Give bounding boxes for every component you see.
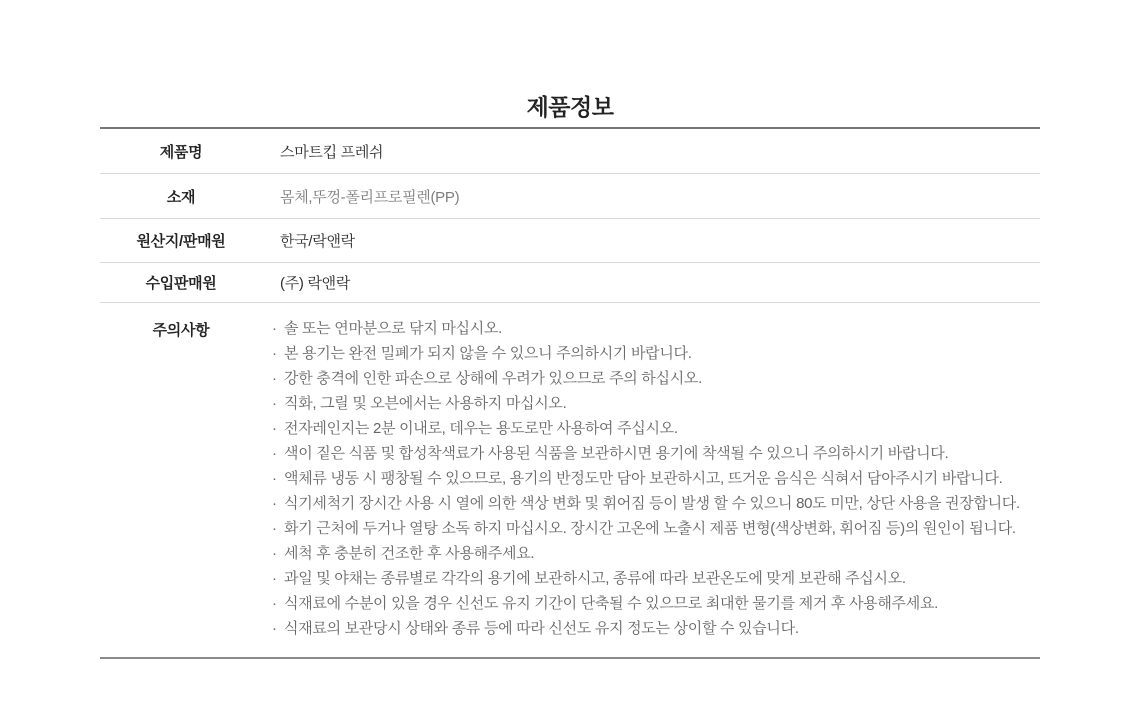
row-value-origin-seller: 한국/락앤락	[280, 233, 355, 250]
caution-text: 과일 및 야채는 종류별로 각각의 용기에 보관하시고, 종류에 따라 보관온도에 맞게 보관해 주십시오.	[284, 570, 906, 587]
bullet-icon: ·	[272, 320, 277, 337]
table-row-origin-seller	[100, 219, 1040, 263]
caution-item	[272, 316, 1020, 341]
caution-item	[272, 466, 1020, 491]
caution-list	[262, 316, 1040, 641]
caution-text: 직화, 그릴 및 오븐에서는 사용하지 마십시오.	[284, 395, 567, 412]
bullet-icon: ·	[272, 420, 277, 437]
bullet-icon: ·	[272, 370, 277, 387]
row-value-product-name: 스마트킵 프레쉬	[280, 143, 384, 161]
caution-item	[272, 591, 1020, 616]
caution-text: 액체류 냉동 시 팽창될 수 있으므로, 용기의 반정도만 담아 보관하시고, 뜨거운 음식은 식혀서 담아주시기 바랍니다.	[284, 470, 1003, 487]
bullet-icon: ·	[272, 520, 277, 537]
caution-text: 전자레인지는 2분 이내로, 데우는 용도로만 사용하여 주십시오.	[284, 420, 678, 437]
product-info-table	[100, 127, 1040, 659]
caution-text: 솔 또는 연마분으로 닦지 마십시오.	[284, 320, 502, 337]
bullet-icon: ·	[272, 495, 277, 512]
bullet-icon: ·	[272, 345, 277, 362]
bullet-icon: ·	[272, 395, 277, 412]
page-title: 제품정보	[526, 94, 614, 121]
caution-item	[272, 566, 1020, 591]
caution-text: 화기 근처에 두거나 열탕 소독 하지 마십시오. 장시간 고온에 노출시 제품 변형(색상변화, 휘어짐 등)의 원인이 됩니다.	[284, 520, 1016, 537]
caution-text: 식재료의 보관당시 상태와 종류 등에 따라 신선도 유지 정도는 상이할 수 있습니다.	[284, 620, 799, 637]
row-label-material: 소재	[166, 188, 196, 206]
row-value-importer: (주) 락앤락	[280, 275, 351, 292]
row-label-importer: 수입판매원	[145, 275, 217, 292]
bullet-icon: ·	[272, 595, 277, 612]
bullet-icon: ·	[272, 620, 277, 637]
caution-text: 강한 충격에 인한 파손으로 상해에 우려가 있으므로 주의 하십시오.	[284, 370, 702, 387]
caution-item	[272, 541, 1020, 566]
caution-text: 색이 짙은 식품 및 합성착색료가 사용된 식품을 보관하시면 용기에 착색될 수 있으니 주의하시기 바랍니다.	[284, 445, 949, 462]
caution-item	[272, 366, 1020, 391]
row-label-cautions: 주의사항	[152, 322, 210, 339]
caution-text: 식기세척기 장시간 사용 시 열에 의한 색상 변화 및 휘어짐 등이 발생 할 수 있으니 80도 미만, 상단 사용을 권장합니다.	[284, 495, 1020, 512]
caution-item	[272, 341, 1020, 366]
caution-item	[272, 516, 1020, 541]
caution-item	[272, 491, 1020, 516]
table-row-importer	[100, 263, 1040, 303]
caution-text: 식재료에 수분이 있을 경우 신선도 유지 기간이 단축될 수 있으므로 최대한 물기를 제거 후 사용해주세요.	[284, 595, 938, 612]
caution-item	[272, 391, 1020, 416]
row-label-product-name: 제품명	[159, 143, 203, 161]
table-row-product-name	[100, 129, 1040, 174]
row-value-material: 몸체,뚜껑-폴리프로필렌(PP)	[280, 188, 460, 206]
table-row-material	[100, 174, 1040, 219]
table-row-cautions	[100, 303, 1040, 657]
bullet-icon: ·	[272, 545, 277, 562]
caution-item	[272, 441, 1020, 466]
caution-item	[272, 616, 1020, 641]
row-label-origin-seller: 원산지/판매원	[136, 233, 226, 250]
caution-text: 세척 후 충분히 건조한 후 사용해주세요.	[284, 545, 535, 562]
caution-text: 본 용기는 완전 밀폐가 되지 않을 수 있으니 주의하시기 바랍니다.	[284, 345, 692, 362]
bullet-icon: ·	[272, 470, 277, 487]
caution-item	[272, 416, 1020, 441]
bullet-icon: ·	[272, 570, 277, 587]
bullet-icon: ·	[272, 445, 277, 462]
